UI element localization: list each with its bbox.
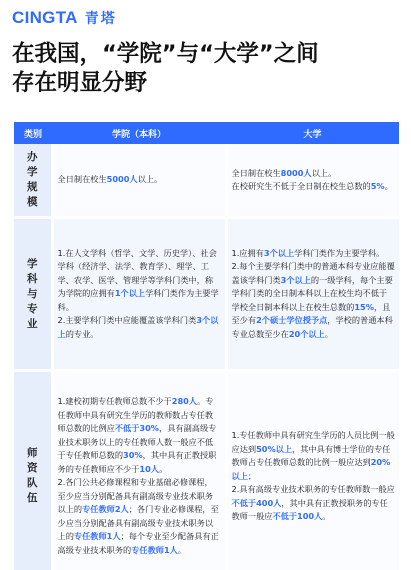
highlight-text: 20个以上 [288,328,325,339]
cell-text: 。专任教师中具有研究生学历的教师数占专任教师总数的比例应 [57,396,214,434]
cell-paragraph [232,260,396,341]
cell-text: 2.各门公共必修课程和专业基础必修课程，至少应当分别配备具有副高级专业技术职务以上的 [57,477,214,515]
highlight-text: 不低于100人 [272,511,323,521]
cell-text: 的一级学科，每个主要学科门类的全日制本科以上在校生均不低于学校全日制本科以上在校生总数的 [231,274,393,312]
highlight-text: 专任教师1人 [73,531,121,542]
brand-logo [12,6,117,30]
highlight-text: 280人 [171,396,198,407]
cell-text: 。 [177,544,187,555]
highlight-text: 专任教师1人 [131,544,178,555]
category-cell [14,371,52,570]
brand-name-cn: 青塔 [84,11,117,27]
brand-name-en: CINGTA [12,8,78,27]
category-cell [14,218,52,371]
highlight-text: 3个以上 [280,274,311,285]
cell-text: 1.专任教师中具有研究生学历的人员比例一般应达到 [231,430,395,454]
cell-text: 。 [158,463,168,474]
cell-text: 。 [384,181,393,191]
title-line-1: 在我国，“学院”与“大学”之间 [12,41,319,67]
cell-text: ，学校的普通本科专业总数至少在 [231,315,393,339]
highlight-text: 2个硕士学位授予点 [256,315,328,326]
cell-paragraph [58,476,221,557]
highlight-text: 8000人 [280,167,312,178]
cell-text: 学科门类作为主要学科。 [294,247,385,258]
highlight-text: 不低于30% [114,423,159,434]
highlight-text: 不低于400人 [231,497,282,508]
cell-text: 2.具有高级专业技术职务的专任教师数一般应 [231,484,395,494]
college-cell [52,144,226,218]
highlight-text: 1个以上 [114,288,146,299]
header-university: 大学 [226,122,399,144]
cell-paragraph [58,314,221,341]
cell-text: ；各门专业必修课程，至少应当分别配备具有副高级专业技术职务以上的 [57,504,219,542]
cell-paragraph [58,395,221,476]
category-label: 办学规模 [27,151,38,208]
cell-text: ，其中具有正教授职务的专任教师一般应 [231,497,388,521]
cell-text: 的专业。 [65,328,99,339]
cell-text: ；每个专业至少配备具有正高级专业技术职务的 [57,531,219,555]
cell-text: 1.在人文学科（哲学、文学、历史学）、社会学科（经济学、法学、教育学）、理学、工学、农学、医学、管理学等学科门类中，称为学院的应拥有 [57,247,217,299]
header-college: 学院（本科） [52,122,226,144]
cell-paragraph [232,483,396,524]
cell-text: ； [247,470,257,481]
cell-text: 全日制在校生 [57,174,107,185]
category-label: 师资队伍 [27,447,38,505]
cell-text: 学科门类作为主要学科。 [57,288,219,312]
university-cell [226,218,399,371]
highlight-text: 50%以上 [256,443,293,454]
table-row-faculty [14,371,399,570]
cell-text: 2.主要学科门类中应能覆盖该学科门类 [57,315,197,326]
cell-paragraph [232,429,396,483]
highlight-text: 5% [370,181,385,191]
cell-text: ，且至少有 [231,301,391,326]
cell-text: 以上。 [311,167,337,178]
comparison-table [14,122,399,570]
cell-text: 全日制在校生 [231,167,281,178]
cell-paragraph [58,173,221,187]
cell-paragraph [232,167,396,181]
cell-text: 1.应拥有 [231,247,264,258]
category-cell [14,144,52,218]
cell-text: 1.建校初期专任教师总数不少于 [57,396,172,407]
cell-text: 2.每个主要学科门类中的普通本科专业应能覆盖该学科门类 [231,261,395,285]
cell-text: 在校研究生不低于全日制在校生总数的 [231,181,371,191]
cell-paragraph [58,247,221,315]
university-cell [226,144,399,218]
highlight-text: 3个以上 [263,247,295,258]
college-cell [52,371,226,570]
table-row-discipline [14,218,399,371]
highlight-text: 3个以上 [57,315,219,339]
highlight-text: 5000人 [106,174,138,185]
page-title [12,40,402,98]
highlight-text: 30% [123,450,143,461]
cell-text: ，具有副高级专业技术职务以上的专任教师人数一般应不低于专任教师总数的 [57,423,217,461]
highlight-text: 专任教师2人 [82,504,129,515]
cell-text: ，其中具有博士学位的专任教师占专任教师总数的比例一般应达到 [231,443,391,467]
highlight-text: 10人 [139,463,159,474]
cell-paragraph [232,180,396,194]
title-line-2: 存在明显分野 [12,70,148,96]
cell-text: 。 [322,511,331,521]
cell-paragraph [232,247,396,261]
university-cell [226,371,399,570]
cell-text: ，其中具有正教授职务的专任教师应不少于 [57,450,217,474]
header-category: 类别 [14,122,52,144]
highlight-text: 15% [354,301,374,312]
category-label: 学科与专业 [27,257,38,330]
college-cell [52,218,226,371]
highlight-text: 20%以上 [231,457,391,481]
table-header-row [14,122,399,144]
cell-text: 以上。 [137,174,163,185]
cell-text: 。 [324,328,333,339]
table-row-scale [14,144,399,218]
